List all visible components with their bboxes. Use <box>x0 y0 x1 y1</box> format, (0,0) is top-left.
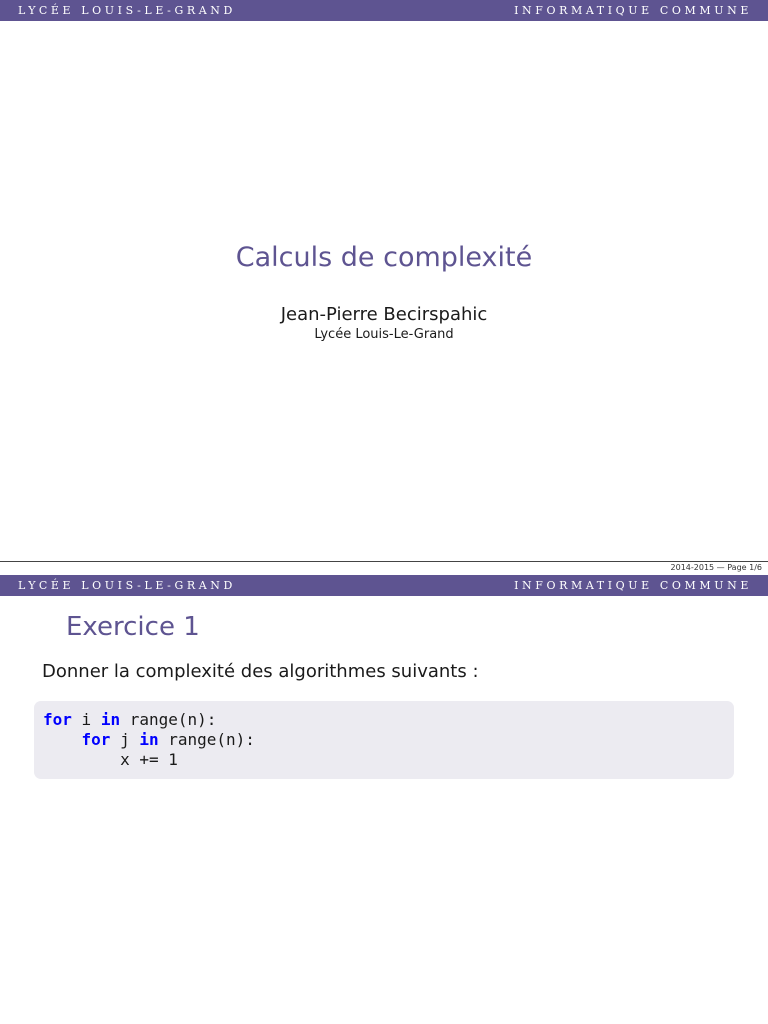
header-school-name: LYCÉE LOUIS-LE-GRAND <box>18 579 236 592</box>
code-text: range(n): <box>120 710 217 729</box>
exercise-title: Exercice 1 <box>66 612 200 642</box>
presentation-title: Calculs de complexité <box>235 242 533 273</box>
exercise-instruction: Donner la complexité des algorithmes suivants : <box>42 661 479 682</box>
code-line <box>43 750 178 770</box>
author-name: Jean-Pierre Becirspahic <box>280 304 488 325</box>
header-course-name: INFORMATIQUE COMMUNE <box>514 4 752 17</box>
code-keyword: for <box>43 710 72 729</box>
slide-header <box>0 575 768 596</box>
header-school-name: LYCÉE LOUIS-LE-GRAND <box>18 4 236 17</box>
code-line <box>43 710 216 730</box>
footer-divider <box>0 561 768 562</box>
page-footer: 2014-2015 — Page 1/6 <box>670 563 762 572</box>
code-block <box>34 701 734 779</box>
code-text: j <box>110 730 140 749</box>
code-line <box>43 730 255 750</box>
author-institution: Lycée Louis-Le-Grand <box>314 327 454 342</box>
slide-header <box>0 0 768 21</box>
code-indent <box>43 730 82 749</box>
code-text: x += 1 <box>43 750 178 769</box>
code-text: range(n): <box>158 730 255 749</box>
code-keyword: for <box>81 730 111 749</box>
code-keyword: in <box>139 730 159 749</box>
code-text: i <box>71 710 101 729</box>
code-keyword: in <box>100 710 121 729</box>
header-course-name: INFORMATIQUE COMMUNE <box>514 579 752 592</box>
